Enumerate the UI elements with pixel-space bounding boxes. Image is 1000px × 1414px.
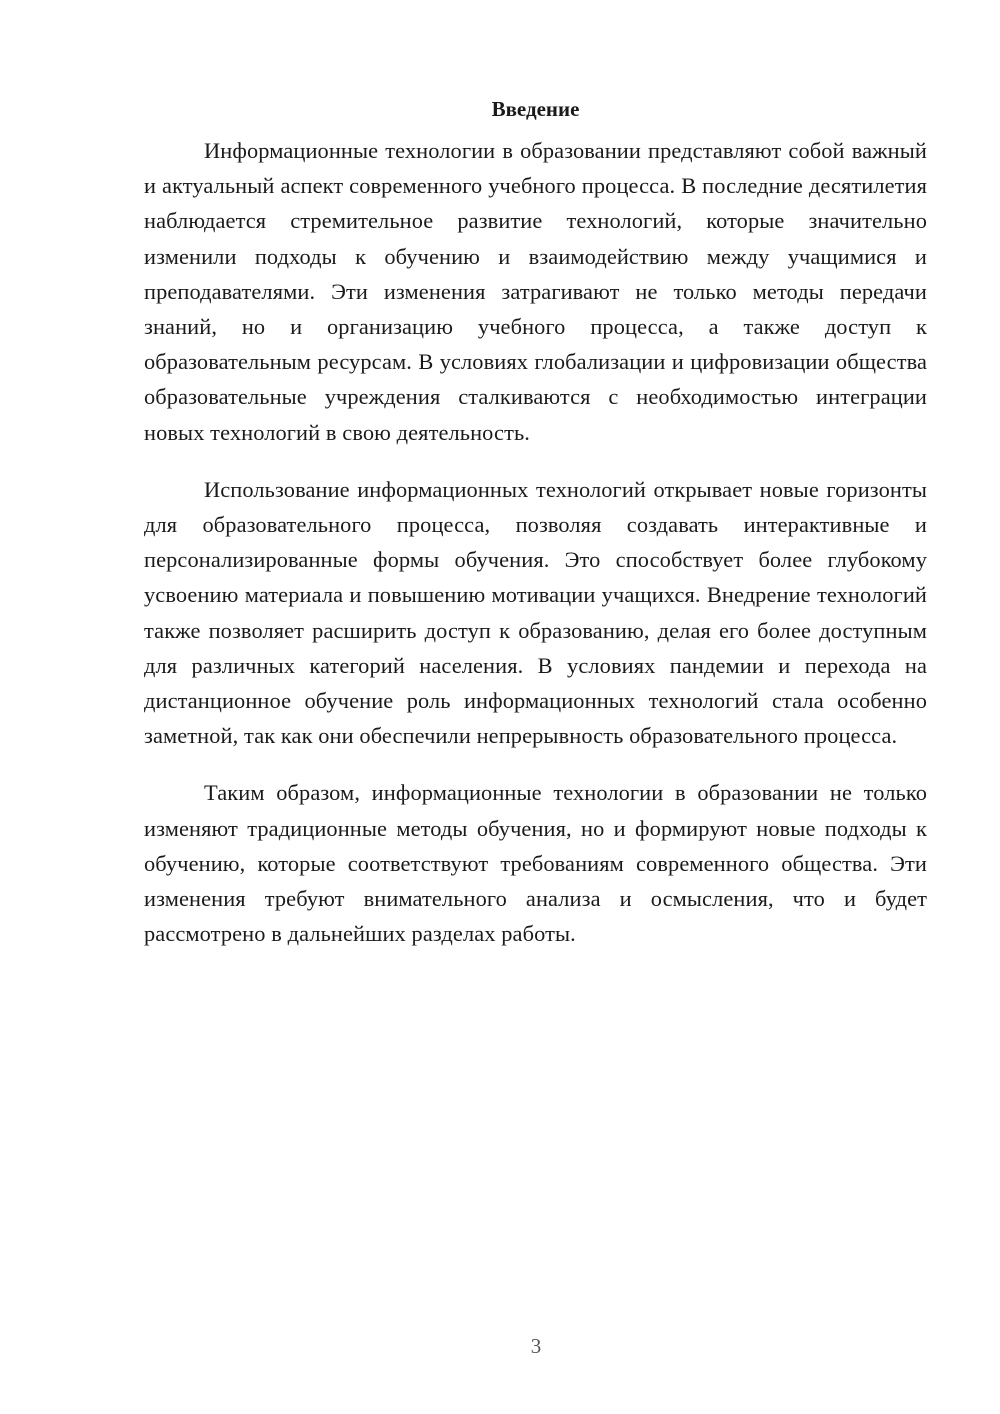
- paragraph-1: Информационные технологии в образовании представляют собой важный и актуальный аспект современного учебного процесса. В последние десятилетия наблюдается стремительное развитие технологий, которые значительно изменили подходы к обучению и взаимодействию между учащимися и преподавателями. Эти изменения затрагивают не только методы передачи знаний, но и организацию учебного процесса, а также доступ к образовательным ресурсам. В условиях глобализации и цифровизации общества образовательные учреждения сталкиваются с необходимостью интеграции новых технологий в свою деятельность.: [144, 138, 927, 445]
- paragraph-3: Таким образом, информационные технологии в образовании не только изменяют традиционные методы обучения, но и формируют новые подходы к обучению, которые соответствуют требованиям современного общества. Эти изменения требуют внимательного анализа и осмысления, что и будет рассмотрено в дальнейших разделах работы.: [144, 780, 927, 947]
- page-number: 3: [530, 1334, 542, 1358]
- paragraph-2: Использование информационных технологий открывает новые горизонты для образовательного процесса, позволяя создавать интерактивные и персонализированные формы обучения. Это способствует более глубокому усвоению материала и повышению мотивации учащихся. Внедрение технологий также позволяет расширить доступ к образованию, делая его более доступным для различных категорий населения. В условиях пандемии и перехода на дистанционное обучение роль информационных технологий стала особенно заметной, так как они обеспечили непрерывность образовательного процесса.: [144, 476, 927, 749]
- section-title: Введение: [491, 97, 580, 121]
- document-body: [144, 92, 927, 973]
